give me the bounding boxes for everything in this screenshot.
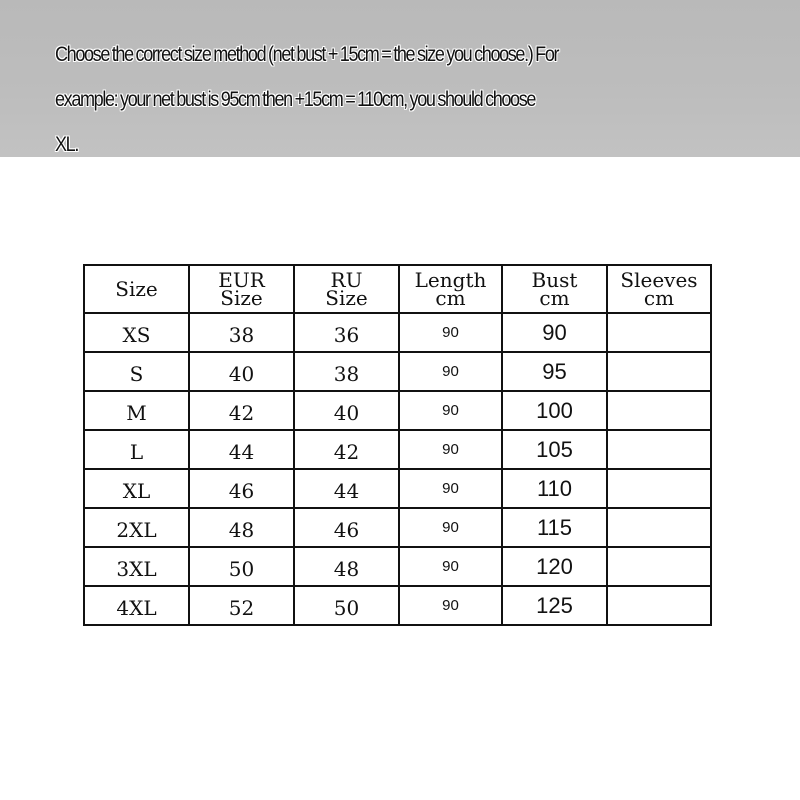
cell-eur: 46: [189, 469, 294, 508]
table-row: [84, 430, 711, 469]
cell-eur: 40: [189, 352, 294, 391]
cell-length: 90: [399, 469, 502, 508]
header-bust-line1: Bust: [531, 268, 578, 292]
cell-size: XS: [84, 313, 189, 352]
cell-eur: 52: [189, 586, 294, 625]
instruction-line-3: XL.: [55, 133, 78, 156]
cell-size: 4XL: [84, 586, 189, 625]
cell-length: 90: [399, 586, 502, 625]
cell-length: 90: [399, 508, 502, 547]
instruction-banner: [0, 0, 800, 157]
cell-size: L: [84, 430, 189, 469]
size-chart-table: [83, 264, 712, 626]
cell-ru: 50: [294, 586, 399, 625]
header-bust-line2: cm: [539, 286, 570, 310]
header-bust: [502, 265, 607, 313]
cell-bust: 100: [502, 391, 607, 430]
cell-bust: 115: [502, 508, 607, 547]
cell-sleeves: [607, 547, 711, 586]
cell-size: 2XL: [84, 508, 189, 547]
cell-eur: 48: [189, 508, 294, 547]
table-row: [84, 469, 711, 508]
cell-eur: 44: [189, 430, 294, 469]
cell-ru: 42: [294, 430, 399, 469]
cell-length: 90: [399, 430, 502, 469]
header-sleeves: [607, 265, 711, 313]
cell-bust: 90: [502, 313, 607, 352]
table-row: [84, 508, 711, 547]
cell-size: M: [84, 391, 189, 430]
cell-sleeves: [607, 313, 711, 352]
header-sleeves-line2: cm: [643, 286, 675, 310]
cell-bust: 125: [502, 586, 607, 625]
cell-size: S: [84, 352, 189, 391]
cell-bust: 110: [502, 469, 607, 508]
cell-ru: 46: [294, 508, 399, 547]
cell-bust: 95: [502, 352, 607, 391]
table-row: [84, 391, 711, 430]
cell-length: 90: [399, 391, 502, 430]
cell-bust: 120: [502, 547, 607, 586]
header-size: [84, 265, 189, 313]
cell-ru: 36: [294, 313, 399, 352]
cell-sleeves: [607, 469, 711, 508]
header-length: [399, 265, 502, 313]
instruction-line-2: example: your net bust is 95cm then +15cm = 110cm, you should choose: [55, 88, 536, 111]
size-instructions: [55, 32, 657, 167]
header-ru-line2: Size: [325, 286, 368, 310]
header-eur-size: [189, 265, 294, 313]
cell-bust: 105: [502, 430, 607, 469]
instruction-line-1: Choose the correct size method (net bust + 15cm = the size you choose.) For: [55, 43, 559, 66]
table-row: [84, 313, 711, 352]
cell-sleeves: [607, 430, 711, 469]
header-length-line1: Length: [414, 268, 487, 292]
header-ru-size: [294, 265, 399, 313]
header-length-line2: cm: [435, 286, 466, 310]
header-eur-line2: Size: [220, 286, 263, 310]
table-row: [84, 586, 711, 625]
header-size-label: Size: [115, 277, 158, 301]
cell-eur: 38: [189, 313, 294, 352]
header-ru-line1: RU: [330, 268, 363, 292]
cell-sleeves: [607, 586, 711, 625]
table-row: [84, 547, 711, 586]
cell-size: XL: [84, 469, 189, 508]
header-row: [84, 265, 711, 313]
cell-sleeves: [607, 508, 711, 547]
cell-size: 3XL: [84, 547, 189, 586]
header-sleeves-line1: Sleeves: [620, 268, 698, 292]
cell-ru: 44: [294, 469, 399, 508]
cell-sleeves: [607, 352, 711, 391]
cell-sleeves: [607, 391, 711, 430]
cell-ru: 38: [294, 352, 399, 391]
cell-ru: 40: [294, 391, 399, 430]
cell-length: 90: [399, 313, 502, 352]
cell-eur: 50: [189, 547, 294, 586]
cell-ru: 48: [294, 547, 399, 586]
header-eur-line1: EUR: [218, 268, 265, 292]
table-row: [84, 352, 711, 391]
cell-eur: 42: [189, 391, 294, 430]
cell-length: 90: [399, 547, 502, 586]
cell-length: 90: [399, 352, 502, 391]
